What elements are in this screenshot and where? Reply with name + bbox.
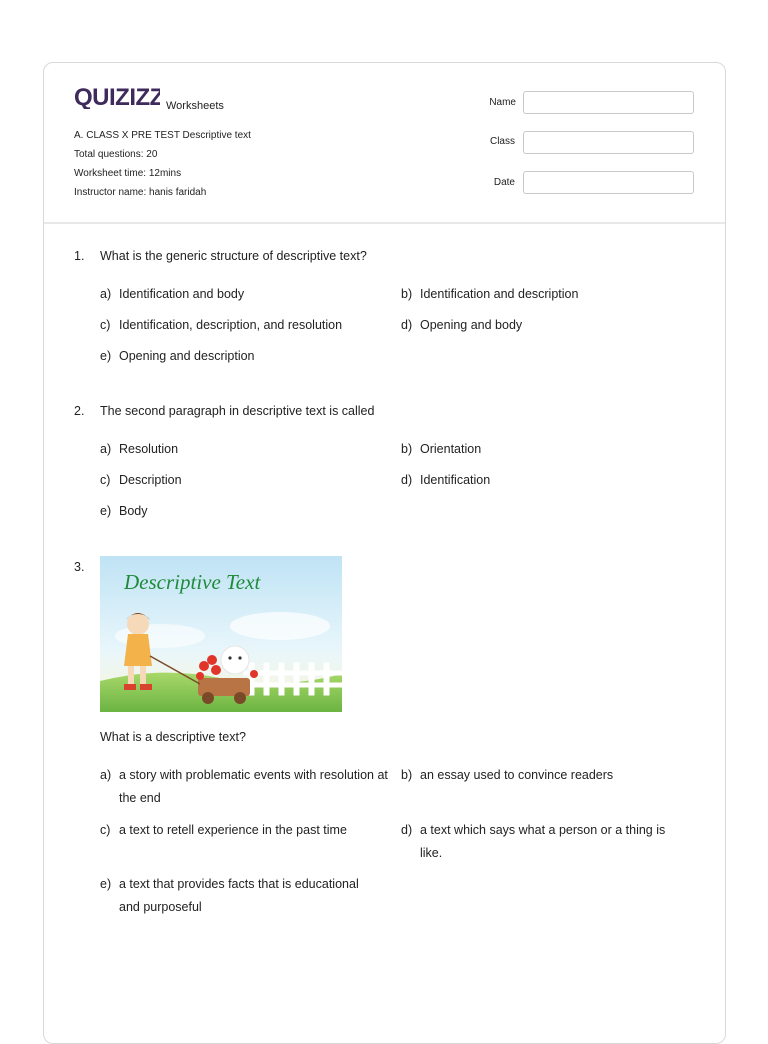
date-field[interactable] <box>523 171 694 194</box>
quizizz-logo <box>74 85 224 114</box>
worksheet-page <box>43 62 726 1044</box>
option-letter: a) <box>100 768 112 782</box>
question-text: The second paragraph in descriptive text is called <box>100 404 375 418</box>
option-text: Identification and body <box>119 287 245 301</box>
option-letter: b) <box>401 287 413 301</box>
option-text: Identification, description, and resolution <box>119 318 343 332</box>
option-letter: a) <box>100 442 112 456</box>
option-letter: b) <box>401 442 413 456</box>
option-text: Resolution <box>119 442 179 456</box>
option-text: Identification and description <box>420 287 579 301</box>
option-letter: e) <box>100 349 112 363</box>
option-letter: d) <box>401 318 413 332</box>
class-label: Class <box>489 136 515 147</box>
option-text: Opening and body <box>420 318 523 332</box>
option-letter: a) <box>100 287 112 301</box>
option-letter: c) <box>100 823 111 837</box>
option-letter: d) <box>401 823 413 837</box>
logo-subtitle: Worksheets <box>166 100 224 112</box>
question-text: What is a descriptive text? <box>100 730 246 744</box>
worksheet-title: A. CLASS X PRE TEST Descriptive text <box>74 130 251 141</box>
total-questions: Total questions: 20 <box>74 149 158 160</box>
question-number: 1. <box>74 249 85 263</box>
class-field[interactable] <box>523 131 694 154</box>
option-letter: e) <box>100 504 112 518</box>
option-letter: e) <box>100 877 112 891</box>
option-letter: c) <box>100 473 111 487</box>
quizizz-wordmark-icon <box>74 85 160 109</box>
name-field[interactable] <box>523 91 694 114</box>
option-letter: c) <box>100 318 111 332</box>
worksheet-meta <box>74 126 251 202</box>
svg-text:QUIZIZZ: QUIZIZZ <box>74 85 160 109</box>
name-label: Name <box>489 97 516 108</box>
logo-wordmark <box>74 85 160 114</box>
option-text: Orientation <box>420 442 482 456</box>
option-text: Body <box>119 504 148 518</box>
option-text: a story with problematic events with resolution at the end <box>119 768 388 805</box>
option-text: a text that provides facts that is educational and purposeful <box>119 877 359 914</box>
option-text: Identification <box>420 473 491 487</box>
question-text: What is the generic structure of descriptive text? <box>100 249 367 263</box>
option-text: Opening and description <box>119 349 255 363</box>
option-letter: d) <box>401 473 413 487</box>
date-label: Date <box>493 177 515 188</box>
question-number: 3. <box>74 560 85 574</box>
worksheet-time: Worksheet time: 12mins <box>74 168 182 179</box>
question-image <box>100 556 342 712</box>
option-text: Description <box>119 473 182 487</box>
question-number: 2. <box>74 404 85 418</box>
option-letter: b) <box>401 768 413 782</box>
option-text: a text which says what a person or a thing is like. <box>420 823 666 860</box>
worksheet-header <box>44 63 725 224</box>
option-text: an essay used to convince readers <box>420 768 614 782</box>
descriptive-text-illustration <box>100 556 342 712</box>
instructor-name: Instructor name: hanis faridah <box>74 187 207 198</box>
option-text: a text to retell experience in the past time <box>119 823 347 837</box>
image-caption-text: Descriptive Text <box>124 570 261 594</box>
